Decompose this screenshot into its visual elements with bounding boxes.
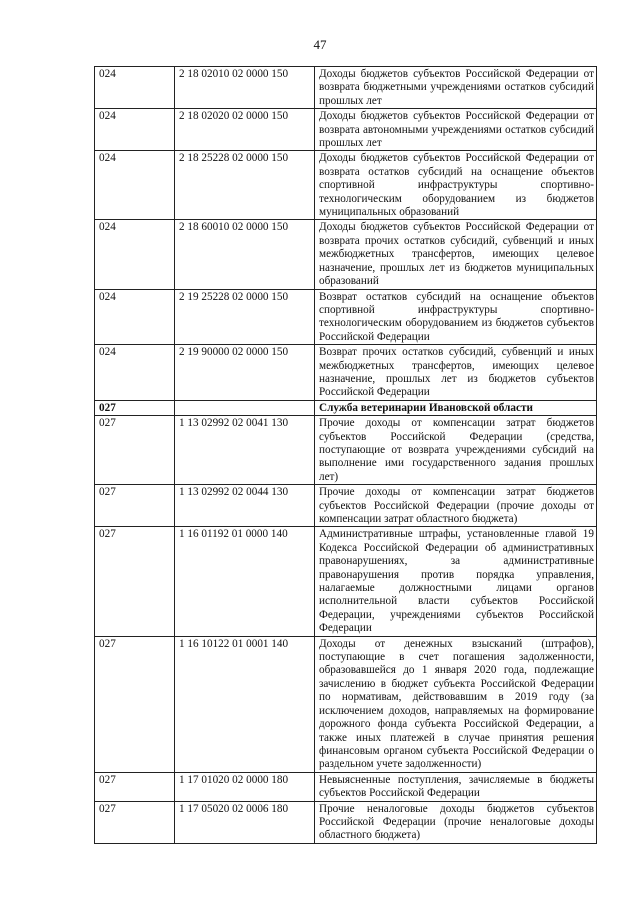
description-cell: Доходы бюджетов субъектов Российской Федерации от возврата автономными учреждениями остатков субсидий прошлых лет — [315, 109, 597, 151]
admin-code-cell: 024 — [95, 220, 175, 289]
budget-code-cell: 2 19 25228 02 0000 150 — [175, 289, 315, 345]
admin-code-cell: 027 — [95, 400, 175, 415]
admin-code-cell: 024 — [95, 289, 175, 345]
table-row — [95, 289, 597, 345]
budget-code-cell: 1 17 01020 02 0000 180 — [175, 772, 315, 801]
description-cell: Доходы бюджетов субъектов Российской Федерации от возврата бюджетными учреждениями остатков субсидий прошлых лет — [315, 67, 597, 109]
budget-code-cell: 2 18 25228 02 0000 150 — [175, 151, 315, 220]
admin-code-cell: 027 — [95, 801, 175, 843]
budget-code-cell: 1 13 02992 02 0044 130 — [175, 485, 315, 527]
description-cell: Доходы бюджетов субъектов Российской Федерации от возврата остатков субсидий на оснащение объектов спортивной инфраструктуры спортивно-технологическим оборудованием из бюджетов муниципальных образований — [315, 151, 597, 220]
admin-code-cell: 027 — [95, 527, 175, 636]
budget-classification-table — [94, 66, 597, 844]
budget-code-cell: 1 16 01192 01 0000 140 — [175, 527, 315, 636]
description-cell: Возврат прочих остатков субсидий, субвенций и иных межбюджетных трансфертов, имеющих целевое назначение, прошлых лет из бюджетов субъектов Российской Федерации — [315, 345, 597, 401]
budget-code-cell: 2 19 90000 02 0000 150 — [175, 345, 315, 401]
budget-code-cell: 2 18 60010 02 0000 150 — [175, 220, 315, 289]
budget-code-cell: 1 17 05020 02 0006 180 — [175, 801, 315, 843]
budget-code-cell: 1 16 10122 01 0001 140 — [175, 636, 315, 772]
page-number: 47 — [313, 37, 327, 52]
admin-code-cell: 027 — [95, 636, 175, 772]
description-cell: Доходы бюджетов субъектов Российской Федерации от возврата прочих остатков субсидий, субвенций и иных межбюджетных трансфертов, имеющих целевое назначение, прошлых лет из бюджетов муниципальных образований — [315, 220, 597, 289]
budget-code-cell: 2 18 02010 02 0000 150 — [175, 67, 315, 109]
table-row — [95, 485, 597, 527]
table-row — [95, 151, 597, 220]
admin-code-cell: 027 — [95, 485, 175, 527]
description-cell: Административные штрафы, установленные главой 19 Кодекса Российской Федерации об административных правонарушениях, за административные правонарушения против порядка управления, налагаемые должностными лицами органов исполнительной власти субъектов Российской Федерации, учреждениями субъектов Российской Федерации — [315, 527, 597, 636]
table-row — [95, 220, 597, 289]
section-header-row — [95, 400, 597, 415]
table-row — [95, 636, 597, 772]
table-row — [95, 109, 597, 151]
table-row — [95, 527, 597, 636]
description-cell: Прочие доходы от компенсации затрат бюджетов субъектов Российской Федерации (прочие доходы от компенсации затрат областного бюджета) — [315, 485, 597, 527]
table-row — [95, 801, 597, 843]
admin-code-cell: 024 — [95, 109, 175, 151]
budget-code-cell: 1 13 02992 02 0041 130 — [175, 416, 315, 485]
admin-code-cell: 027 — [95, 416, 175, 485]
table-row — [95, 772, 597, 801]
description-cell: Доходы от денежных взысканий (штрафов), поступающие в счет погашения задолженности, образовавшейся до 1 января 2020 года, подлежащие зачислению в бюджет субъекта Российской Федерации по нормативам, действовавшим в 2019 году (за исключением доходов, направляемых на формирование дорожного фонда субъекта Российской Федерации, а также иных платежей в случае принятия решения финансовым органом субъекта Российской Федерации о раздельном учете задолженности) — [315, 636, 597, 772]
description-cell: Служба ветеринарии Ивановской области — [315, 400, 597, 415]
admin-code-cell: 024 — [95, 67, 175, 109]
admin-code-cell: 024 — [95, 345, 175, 401]
description-cell: Невыясненные поступления, зачисляемые в бюджеты субъектов Российской Федерации — [315, 772, 597, 801]
admin-code-cell: 027 — [95, 772, 175, 801]
table-row — [95, 345, 597, 401]
description-cell: Возврат остатков субсидий на оснащение объектов спортивной инфраструктуры спортивно-технологическим оборудованием из бюджетов субъектов Российской Федерации — [315, 289, 597, 345]
table-row — [95, 416, 597, 485]
table-row — [95, 67, 597, 109]
budget-code-cell — [175, 400, 315, 415]
description-cell: Прочие неналоговые доходы бюджетов субъектов Российской Федерации (прочие неналоговые доходы областного бюджета) — [315, 801, 597, 843]
description-cell: Прочие доходы от компенсации затрат бюджетов субъектов Российской Федерации (средства, поступающие от возврата учреждениями субсидий на выполнение ими государственного задания прошлых лет) — [315, 416, 597, 485]
budget-code-cell: 2 18 02020 02 0000 150 — [175, 109, 315, 151]
table-body — [95, 67, 597, 844]
admin-code-cell: 024 — [95, 151, 175, 220]
